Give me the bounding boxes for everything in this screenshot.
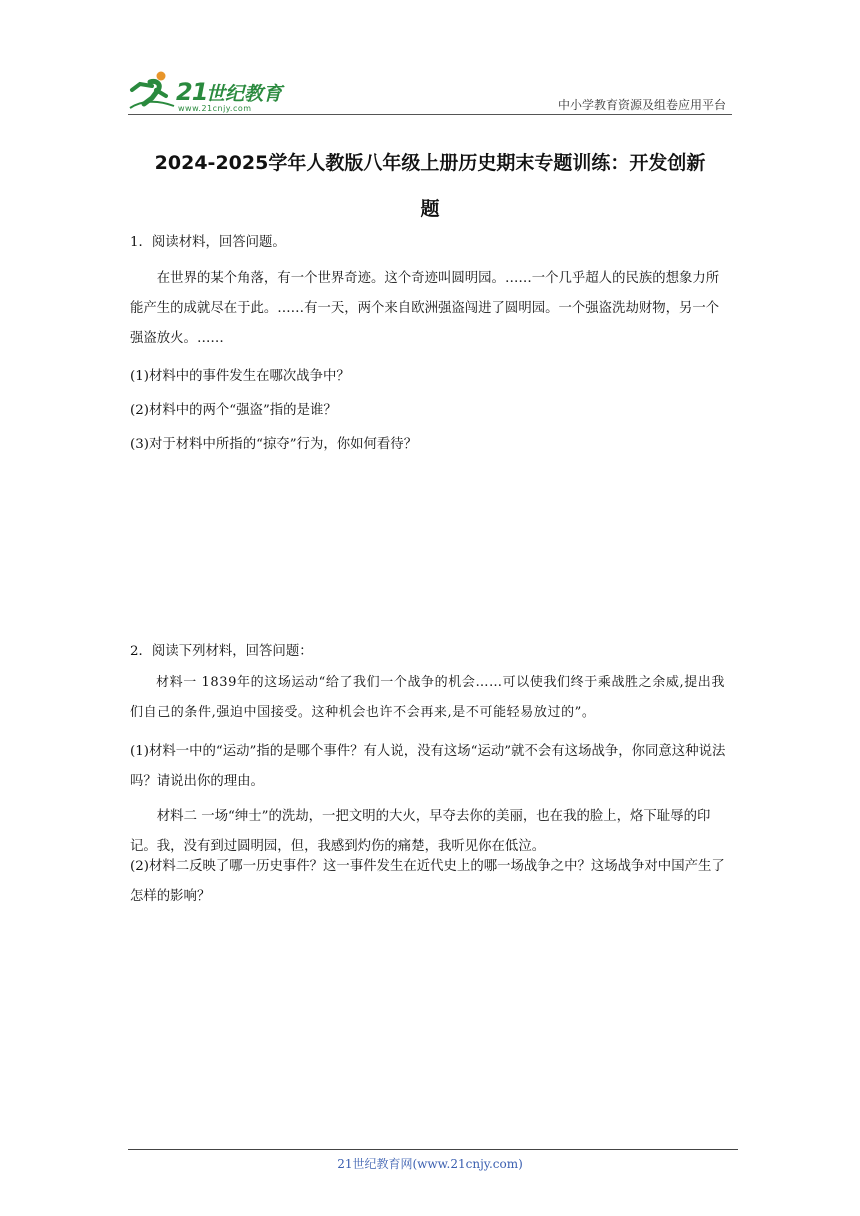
logo-url: www.21cnjy.com bbox=[178, 104, 252, 113]
question-2-heading: 2．阅读下列材料，回答问题： bbox=[130, 644, 313, 659]
header-divider bbox=[128, 114, 732, 115]
runner-logo-icon bbox=[128, 70, 176, 110]
page-header bbox=[128, 70, 732, 116]
footer-divider bbox=[128, 1149, 738, 1150]
question-2-material-1: 材料一 1839年的这场运动“给了我们一个战争的机会……可以使我们终于乘战胜之余威,提出我们自己的条件,强迫中国接受。这种机会也许不会再来,是不可能轻易放过的”。 bbox=[130, 675, 725, 720]
logo-number: 21 bbox=[176, 78, 208, 106]
question-2-sub-2: (2)材料二反映了哪一历史事件？这一事件发生在近代史上的哪一场战争之中？这场战争对中国产生了怎样的影响？ bbox=[130, 859, 725, 904]
title-line-2: 题 bbox=[420, 198, 440, 220]
logo-text: 世纪教育 bbox=[206, 83, 283, 105]
page-footer[interactable]: 21世纪教育网(www.21cnjy.com) bbox=[337, 1157, 523, 1171]
question-2-material-2: 材料二 一场“绅士”的洗劫，一把文明的大火，早夺去你的美丽，也在我的脸上，烙下耻辱的印记。我，没有到过圆明园，但，我感到灼伤的痛楚，我听见你在低泣。 bbox=[130, 809, 711, 854]
question-1-sub-1: (1)材料中的事件发生在哪次战争中？ bbox=[130, 369, 350, 384]
question-1-heading: 1．阅读材料，回答问题。 bbox=[130, 235, 286, 250]
question-1-material: 在世界的某个角落，有一个世界奇迹。这个奇迹叫圆明园。……一个几乎超人的民族的想象力所能产生的成就尽在于此。……有一天，两个来自欧洲强盗闯进了圆明园。一个强盗洗劫财物，另一个强盗放火。…… bbox=[130, 271, 720, 346]
platform-name: 中小学教育资源及组卷应用平台 bbox=[557, 98, 726, 112]
title-line-1: 2024-2025学年人教版八年级上册历史期末专题训练：开发创新 bbox=[154, 152, 706, 174]
question-1-sub-3: (3)对于材料中所指的“掠夺”行为，你如何看待？ bbox=[130, 437, 418, 452]
question-2-sub-1: (1)材料一中的“运动”指的是哪个事件？有人说，没有这场“运动”就不会有这场战争，你同意这种说法吗？请说出你的理由。 bbox=[130, 744, 726, 789]
logo bbox=[128, 70, 298, 116]
page-title bbox=[128, 140, 732, 232]
question-1-sub-2: (2)材料中的两个“强盗”指的是谁？ bbox=[130, 403, 337, 418]
